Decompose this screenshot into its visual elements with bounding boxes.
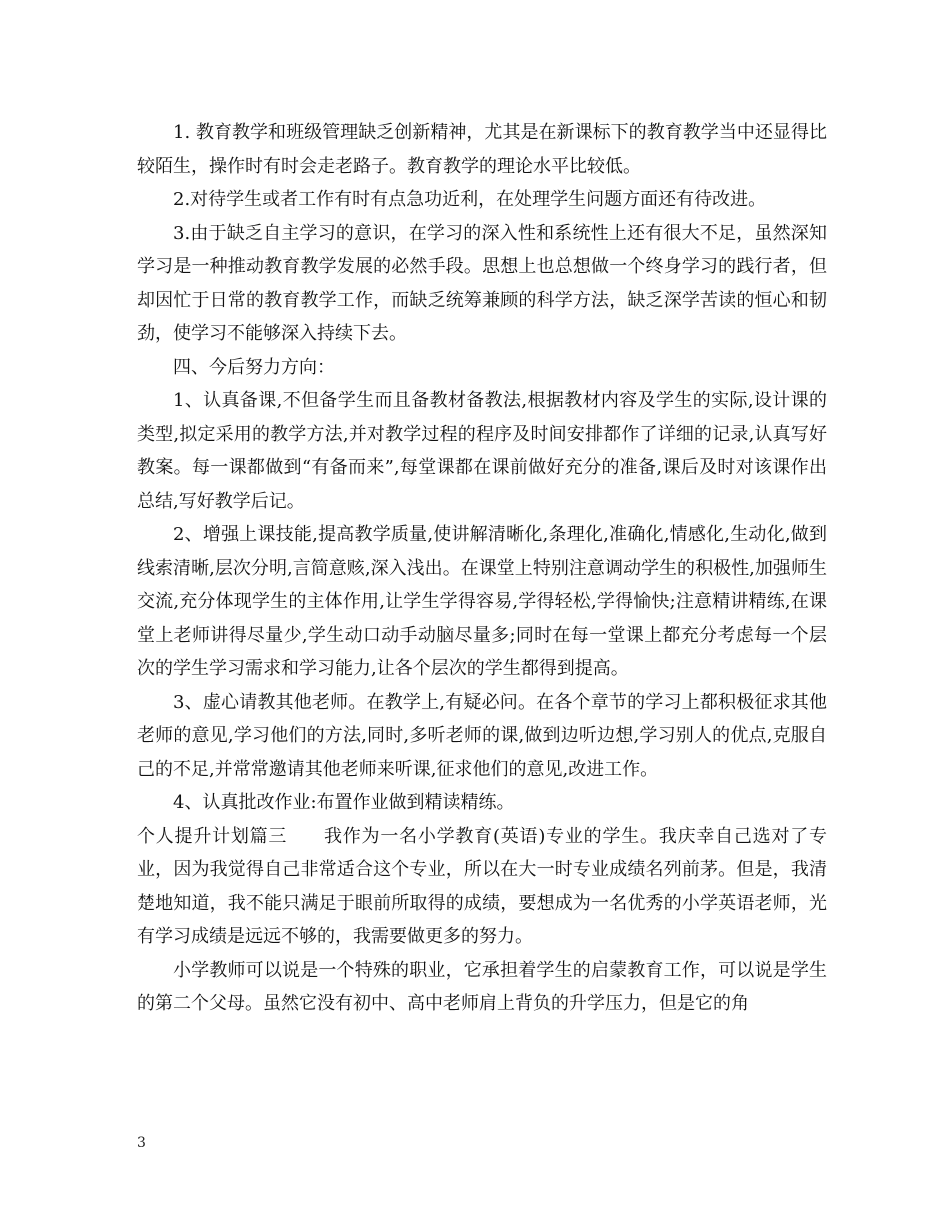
paragraph-1: 1. 教育教学和班级管理缺乏创新精神，尤其是在新课标下的教育教学当中还显得比较陌生，操作时有时会走老路子。教育教学的理论水平比较低。 — [137, 122, 827, 177]
section-three-paragraph — [137, 820, 827, 954]
paragraph-homework: 4、认真批改作业:布置作业做到精读精练。 — [173, 792, 515, 813]
paragraph-consult-teachers: 3、虚心请教其他老师。在教学上,有疑必问。在各个章节的学习上都积极征求其他老师的意见,学习他们的方法,同时,多听老师的课,做到边听边想,学习别人的优点,克服自己的不足,并常常邀请其他老师来听课,征求他们的意见,改进工作。 — [137, 691, 827, 780]
paragraph-teaching-skills: 2、增强上课技能,提高教学质量,使讲解清晰化,条理化,准确化,情感化,生动化,做到线索清晰,层次分明,言简意赅,深入浅出。在课堂上特别注意调动学生的积极性,加强师生交流,充分体现学生的主体作用,让学生学得容易,学得轻松,学得愉快;注意精讲精练,在课堂上老师讲得尽量少,学生动口动手动脑尽量多;同时在每一堂课上都充分考虑每一个层次的学生学习需求和学习能力,让各个层次的学生都得到提高。 — [137, 524, 827, 679]
paragraph-2: 2.对待学生或者工作有时有点急功近利，在处理学生问题方面还有待改进。 — [173, 189, 767, 210]
paragraph-prepare-lessons: 1、认真备课,不但备学生而且备教材备教法,根据教材内容及学生的实际,设计课的类型,拟定采用的教学方法,并对教学过程的程序及时间安排都作了详细的记录,认真写好教案。每一课都做到“有备而来”,每堂课都在课前做好充分的准备,课后及时对该课作出总结,写好教学后记。 — [137, 390, 828, 512]
page-number: 3 — [137, 1135, 146, 1151]
paragraph-3: 3.由于缺乏自主学习的意识，在学习的深入性和系统性上还有很大不足，虽然深知学习是一种推动教育教学发展的必然手段。思想上也总想做一个终身学习的践行者，但却因忙于日常的教育教学工作，而缺乏统筹兼顾的科学方法，缺乏深学苦读的恒心和韧劲，使学习不能够深入持续下去。 — [137, 222, 827, 344]
section-paragraph-1: 我作为一名小学教育(英语)专业的学生。我庆幸自己选对了专业，因为我觉得自己非常适合这个专业，所以在大一时专业成绩名列前茅。但是，我清楚地知道，我不能只满足于眼前所取得的成绩，要想成为一名优秀的小学英语老师，光有学习成绩是远远不够的，我需要做更多的努力。 — [137, 825, 828, 947]
section-paragraph-2: 小学教师可以说是一个特殊的职业，它承担着学生的启蒙教育工作，可以说是学生的第二个父母。虽然它没有初中、高中老师肩上背负的升学压力，但是它的角 — [137, 959, 827, 1014]
section-heading-future-directions: 四、今后努力方向： — [173, 356, 335, 378]
document-body — [137, 116, 827, 1021]
section-heading: 个人提升计划篇三 — [137, 825, 288, 847]
